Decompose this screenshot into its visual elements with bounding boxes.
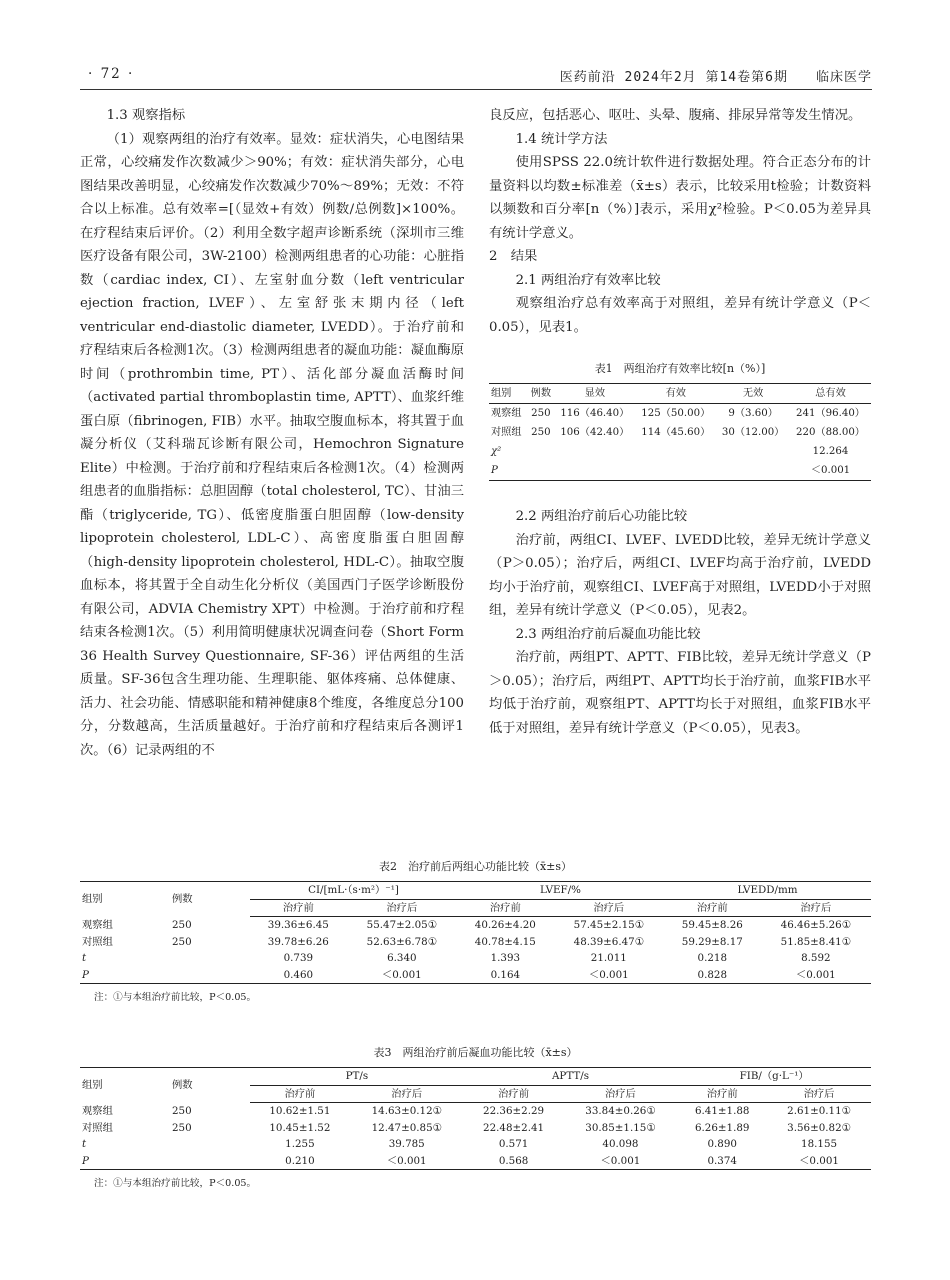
paragraph-1-3: （1）观察两组的治疗有效率。显效：症状消失，心电图结果正常，心绞痛发作次数减少＞90%；有效：症状消失部分，心电图结果改善明显，心绞痛发作次数减少70%～89%；无效：不符合以上标准。总有效率=[（显效+有效）例数/总例数]×100%。在疗程结束后评价。（2）利用全数字超声诊断系统（深圳市三维医疗设备有限公司，3W-2100）检测两组患者的心功能：心脏指数（cardiac index, CI）、左室射血分数（left ventricular ejection fraction, LVEF）、左室舒张末期内径（left ventricular end-diastolic diameter, LVEDD）。于治疗前和疗程结束后各检测1次。（3）检测两组患者的凝血功能：凝血酶原时间（prothrombin time, PT）、活化部分凝血活酶时间（activated partial thromboplastin time, APTT）、血浆纤维蛋白原（fibrinogen, FIB）水平。抽取空腹血标本，将其置于血凝分析仪（艾科瑞瓦诊断有限公司，Hemochron Signature Elite）中检测。于治疗前和疗程结束后各检测1次。（4）检测两组患者的血脂指标：总胆固醇（total cholesterol, TC）、甘油三酯（triglyceride, TG）、低密度脂蛋白胆固醇（low-density lipoprotein cholesterol, LDL-C）、高密度脂蛋白胆固醇（high-density lipoprotein cholesterol, HDL-C）。抽取空腹血标本，将其置于全自动生化分析仪（美国西门子医学诊断股份有限公司，ADVIA Chemistry XPT）中检测。于治疗前和疗程结束各检测1次。（5）利用简明健康状况调查问卷（Short Form 36 Health Survey Questionnaire, SF-36）评估两组的生活质量。SF-36包含生理功能、生理职能、躯体疼痛、总体健康、活力、社会功能、情感职能和精神健康8个维度，各维度总分100分，分数越高，生活质量越好。于治疗前和疗程结束后各测评1次。（6）记录两组的不	[80, 131, 464, 758]
running-header	[80, 66, 872, 88]
table-cell: 48.39±6.47①	[573, 935, 644, 948]
table-cell: 6.340	[387, 952, 417, 964]
heading-2-3: 2.3 两组治疗前后凝血功能比较	[515, 626, 701, 642]
table-cell: 106（42.40）	[560, 427, 630, 438]
table-cell: 250	[172, 935, 192, 948]
table-cell	[554, 461, 635, 481]
table-cell: t	[82, 952, 87, 964]
table-cell: ＜0.001	[350, 1153, 464, 1170]
table-cell	[170, 950, 250, 967]
table-cell: 46.46±5.26①	[780, 919, 851, 931]
header-rule	[80, 89, 872, 90]
paragraph-continued: 良反应，包括恶心、呕吐、头晕、腹痛、排尿异常等发生情况。	[489, 108, 862, 123]
table1-header-cell: 显效	[554, 384, 635, 404]
table-cell: 9（3.60）	[728, 408, 778, 419]
table-cell: ＜0.001	[563, 1153, 677, 1170]
table2-block	[80, 859, 871, 1003]
table2-group-header: LVEF/%	[457, 882, 664, 900]
table-row	[489, 442, 871, 461]
table-cell: 220（88.00）	[796, 427, 865, 438]
table-cell: 0.568	[464, 1153, 564, 1170]
table-cell: 12.264	[812, 446, 849, 457]
table-cell: 0.210	[250, 1153, 350, 1170]
table-cell	[635, 442, 716, 461]
table3-group-header: APTT/s	[464, 1068, 678, 1086]
table-cell: ＜0.001	[761, 967, 871, 984]
table-cell: 40.78±4.15	[474, 935, 536, 948]
table2-sub-header: 治疗后	[761, 899, 871, 917]
table2-col-n: 例数	[170, 882, 250, 917]
table-cell: 125（50.00）	[641, 408, 711, 419]
table-row	[80, 934, 871, 951]
table-cell: 39.78±6.26	[267, 935, 329, 948]
table3	[80, 1067, 871, 1170]
table2-group-header: CI/[mL·（s·m²）⁻¹]	[250, 882, 457, 900]
table-cell: 250	[531, 427, 551, 438]
table-cell: 59.29±8.17	[681, 935, 743, 948]
table-cell: 30（12.00）	[721, 427, 785, 438]
table-cell: ＜0.001	[767, 1153, 871, 1170]
table-cell: 10.62±1.51	[269, 1105, 331, 1117]
table-cell: 51.85±8.41①	[780, 935, 851, 948]
table-cell	[170, 967, 250, 984]
heading-1-4: 1.4 统计学方法	[515, 131, 608, 147]
table3-note: 注：①与本组治疗前比较，P＜0.05。	[94, 1178, 257, 1189]
table-cell: 0.571	[498, 1138, 529, 1150]
table-cell: 6.41±1.88	[694, 1105, 750, 1117]
table-cell: 250	[172, 1104, 192, 1117]
table-cell: 33.84±0.26①	[585, 1105, 656, 1117]
table3-sub-header: 治疗前	[677, 1085, 767, 1103]
table-cell: 3.56±0.82①	[787, 1121, 851, 1134]
table1-header-cell: 组别	[489, 384, 527, 404]
paragraph-2-2: 治疗前，两组CI、LVEF、LVEDD比较，差异无统计学意义（P＞0.05）；治疗后，两组CI、LVEF均高于治疗前，LVEDD均小于治疗前，观察组CI、LVEF高于对照组，LVEDD小于对照组，差异有统计学意义（P＜0.05），见表2。	[489, 532, 871, 618]
table-row	[489, 404, 871, 424]
table-cell: 6.26±1.89	[694, 1121, 750, 1134]
table-cell: 114（45.60）	[641, 427, 711, 438]
table-cell: 12.47±0.85①	[371, 1121, 442, 1134]
table-cell: 52.63±6.78①	[366, 935, 437, 948]
table2-sub-header: 治疗后	[347, 899, 457, 917]
table-row	[80, 967, 871, 984]
table-row	[489, 423, 871, 442]
table1-caption: 表1 两组治疗有效率比较[n（%）]	[594, 362, 766, 375]
table3-sub-header: 治疗后	[563, 1085, 677, 1103]
table-cell: 10.45±1.52	[269, 1121, 331, 1134]
table-cell: 250	[172, 1121, 192, 1134]
table-cell: 0.828	[664, 967, 761, 984]
table1-header-cell: 总有效	[790, 384, 871, 404]
paragraph-1-4: 使用SPSS 22.0统计软件进行数据处理。符合正态分布的计量资料以均数±标准差（x̄±s）表示，比较采用t检验；计数资料以频数和百分率[n（%）]表示，采用χ²检验。P＜0.05为差异具有统计学意义。	[489, 155, 871, 241]
journal-name: 医药前沿 2024年2月 第14卷第6期	[559, 70, 788, 85]
table-cell: 0.739	[283, 952, 314, 964]
table1	[489, 383, 871, 481]
table1-header-cell: 无效	[716, 384, 790, 404]
table-cell: 对照组	[491, 427, 522, 438]
right-column	[489, 104, 871, 740]
table-cell: 21.011	[590, 952, 627, 964]
page-number: · 72 ·	[88, 66, 135, 82]
table-cell: 57.45±2.15①	[573, 919, 644, 931]
table-cell: 59.45±8.26	[681, 919, 743, 931]
table3-sub-header: 治疗后	[767, 1085, 871, 1103]
table-cell: t	[82, 1138, 87, 1150]
heading-2-1: 2.1 两组治疗有效率比较	[515, 272, 661, 288]
table-cell	[170, 1136, 250, 1153]
table2-caption: 表2 治疗前后两组心功能比较（x̄±s）	[378, 860, 573, 873]
table-row	[80, 950, 871, 967]
table-cell: 0.218	[697, 952, 728, 964]
table-cell: 22.48±2.41	[483, 1121, 545, 1134]
table3-group-header: PT/s	[250, 1068, 464, 1086]
table-cell: P	[80, 967, 170, 984]
table-cell: 39.785	[388, 1138, 425, 1150]
table1-header-row	[489, 384, 871, 404]
table-cell: 30.85±1.15①	[585, 1121, 656, 1134]
left-column	[80, 104, 464, 762]
table2-note: 注：①与本组治疗前比较，P＜0.05。	[94, 992, 257, 1003]
table2	[80, 881, 871, 984]
table-cell: 250	[531, 408, 551, 419]
table-row	[489, 461, 871, 481]
table-row	[80, 1120, 871, 1137]
table2-sub-header: 治疗前	[457, 899, 554, 917]
table-cell: 2.61±0.11①	[787, 1105, 851, 1117]
table-cell: 0.374	[677, 1153, 767, 1170]
table-cell: ＜0.001	[347, 967, 457, 984]
table-cell: 14.63±0.12①	[371, 1105, 442, 1117]
table-cell: 40.098	[602, 1138, 639, 1150]
section-name: 临床医学	[815, 70, 872, 85]
table-cell	[716, 442, 790, 461]
table-cell: 观察组	[491, 408, 522, 419]
table-cell: 39.36±6.45	[267, 919, 329, 931]
table-cell: 18.155	[801, 1138, 838, 1150]
table-cell	[716, 461, 790, 481]
table-row	[80, 1103, 871, 1120]
table3-sub-header: 治疗前	[250, 1085, 350, 1103]
table-cell	[635, 461, 716, 481]
table-cell: 8.592	[801, 952, 831, 964]
paragraph-2-3: 治疗前，两组PT、APTT、FIB比较，差异无统计学意义（P＞0.05）；治疗后，两组PT、APTT均长于治疗前，血浆FIB水平均低于治疗前，观察组PT、APTT均长于对照组，血浆FIB水平低于对照组，差异有统计学意义（P＜0.05），见表3。	[489, 650, 871, 736]
table2-group-header: LVEDD/mm	[664, 882, 871, 900]
table-cell: 55.47±2.05①	[366, 919, 437, 931]
table3-sub-header: 治疗后	[350, 1085, 464, 1103]
table-cell	[527, 461, 554, 481]
table3-col-n: 例数	[170, 1068, 250, 1103]
table1-header-cell: 有效	[635, 384, 716, 404]
table2-sub-header: 治疗前	[664, 899, 761, 917]
heading-2-2: 2.2 两组治疗前后心功能比较	[515, 509, 688, 524]
heading-1-3: 1.3 观察指标	[106, 108, 186, 123]
table3-block	[80, 1045, 871, 1189]
table3-col-group: 组别	[80, 1068, 170, 1103]
table-cell: 241（96.40）	[796, 408, 865, 419]
table-cell	[527, 442, 554, 461]
table-cell: 1.393	[490, 952, 521, 964]
table3-caption: 表3 两组治疗前后凝血功能比较（x̄±s）	[373, 1046, 578, 1059]
table-cell: 对照组	[82, 935, 113, 948]
table-cell: ＜0.001	[554, 967, 664, 984]
table-cell: 对照组	[82, 1121, 113, 1134]
journal-info	[560, 66, 872, 85]
table-cell	[554, 442, 635, 461]
table-row	[80, 1136, 871, 1153]
table-cell: 0.460	[250, 967, 347, 984]
table-row	[80, 917, 871, 934]
table-cell: 观察组	[82, 1104, 113, 1117]
table-cell: 0.164	[457, 967, 554, 984]
table2-col-group: 组别	[80, 882, 170, 917]
table-row	[80, 1153, 871, 1170]
heading-2: 2 结果	[489, 249, 538, 264]
table3-sub-header: 治疗前	[464, 1085, 564, 1103]
table3-group-header: FIB/（g·L⁻¹）	[677, 1068, 871, 1086]
table1-header-cell: 例数	[527, 384, 554, 404]
table-cell: 0.890	[707, 1138, 737, 1150]
table-cell: ＜0.001	[790, 461, 871, 481]
table-cell: 观察组	[82, 918, 113, 931]
table-cell: 250	[172, 918, 192, 931]
paragraph-2-1: 观察组治疗总有效率高于对照组，差异有统计学意义（P＜0.05），见表1。	[489, 296, 871, 335]
table-cell: 40.26±4.20	[474, 919, 536, 931]
table-cell: P	[80, 1153, 170, 1170]
table2-sub-header: 治疗前	[250, 899, 347, 917]
table-cell: 22.36±2.29	[483, 1105, 545, 1117]
table2-sub-header: 治疗后	[554, 899, 664, 917]
table-cell	[170, 1153, 250, 1170]
table-cell: 1.255	[285, 1138, 315, 1150]
table-cell: χ²	[491, 446, 502, 457]
table-cell: 116（46.40）	[560, 408, 630, 419]
table-cell: P	[489, 461, 527, 481]
